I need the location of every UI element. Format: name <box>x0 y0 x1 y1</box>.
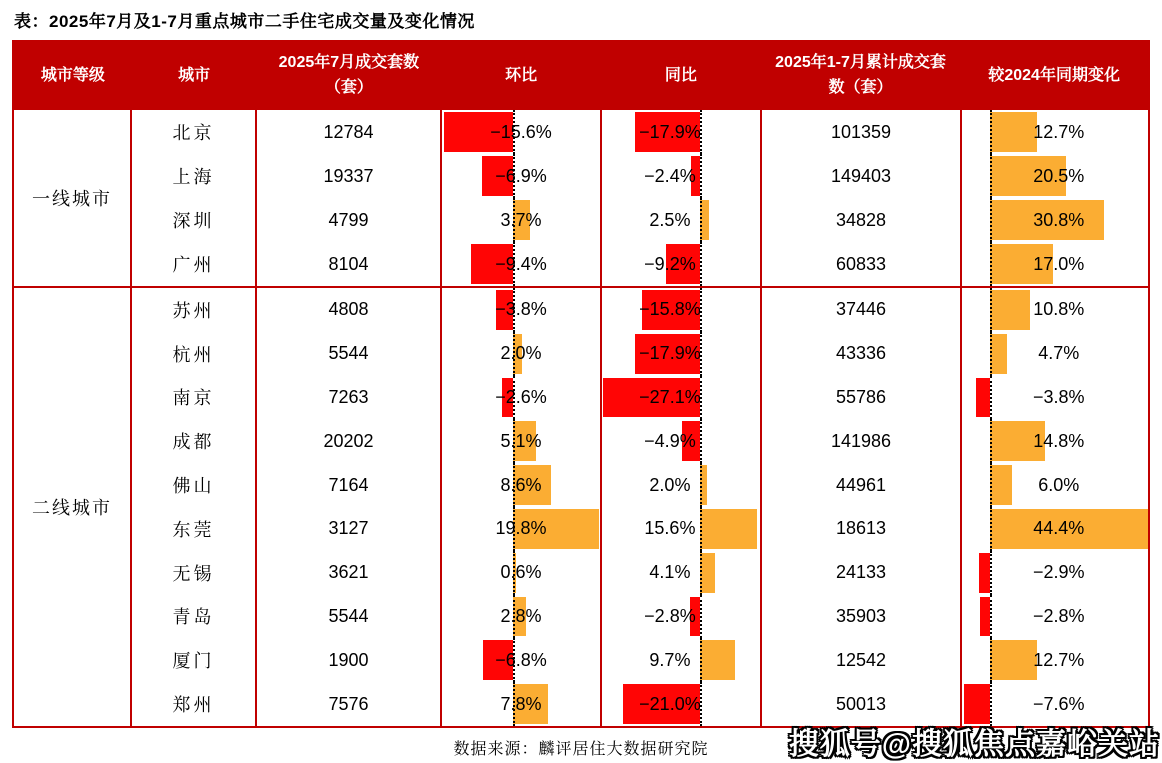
zero-axis-dotted-line <box>990 419 992 463</box>
mom-bar-cell <box>440 110 600 154</box>
zero-axis-dotted-line <box>700 154 702 198</box>
july-sales-cell: 4799 <box>255 198 440 242</box>
cumulative-sales-cell: 44961 <box>760 463 960 507</box>
table-body <box>14 110 1148 726</box>
positive-data-bar <box>990 112 1037 152</box>
bar-value-label: 19.8% <box>495 518 547 539</box>
cumulative-sales-cell: 12542 <box>760 638 960 682</box>
housing-data-table <box>12 40 1150 728</box>
header-vs-2024: 较2024年同期变化 <box>988 66 1120 84</box>
bar-value-label: 14.8% <box>1033 430 1085 451</box>
zero-axis-dotted-line <box>990 288 992 332</box>
yoy-bar-cell <box>600 376 760 420</box>
bar-value-label: −15.6% <box>490 121 552 142</box>
vs-2024-bar-cell <box>960 419 1148 463</box>
zero-axis-dotted-line <box>990 154 992 198</box>
cumulative-sales-cell: 101359 <box>760 110 960 154</box>
cumulative-sales-cell: 55786 <box>760 376 960 420</box>
table-row <box>130 376 1148 420</box>
table-row <box>130 242 1148 286</box>
zero-axis-dotted-line <box>700 551 702 595</box>
bar-value-label: 8.6% <box>500 474 542 495</box>
yoy-bar-cell <box>600 242 760 286</box>
bar-value-label: −6.8% <box>495 649 547 670</box>
july-sales-cell: 5544 <box>255 595 440 639</box>
bar-value-label: −27.1% <box>639 386 701 407</box>
negative-data-bar <box>980 597 990 637</box>
cumulative-sales-cell: 34828 <box>760 198 960 242</box>
mom-bar-cell <box>440 288 600 332</box>
yoy-bar-cell <box>600 595 760 639</box>
cumulative-sales-cell: 43336 <box>760 332 960 376</box>
cumulative-sales-cell: 50013 <box>760 682 960 726</box>
july-sales-cell: 1900 <box>255 638 440 682</box>
bar-value-label: 0.6% <box>500 562 542 583</box>
bar-value-label: −2.6% <box>495 386 547 407</box>
data-source-note: 数据来源：麟评居住大数据研究院 <box>453 741 709 758</box>
table-header-row <box>14 42 1148 110</box>
city-name-cell: 成都 <box>130 419 255 463</box>
zero-axis-dotted-line <box>700 463 702 507</box>
sohu-watermark: 搜狐号@搜狐焦点嘉峪关站 <box>788 728 1160 761</box>
city-name-cell: 上海 <box>130 154 255 198</box>
july-sales-cell: 19337 <box>255 154 440 198</box>
zero-axis-dotted-line <box>700 198 702 242</box>
july-sales-cell: 12784 <box>255 110 440 154</box>
vs-2024-bar-cell <box>960 110 1148 154</box>
table-row <box>130 198 1148 242</box>
header-july-sales: 2025年7月成交套数（套） <box>278 54 420 96</box>
bar-value-label: −21.0% <box>639 693 701 714</box>
table-title: 表：2025年7月及1-7月重点城市二手住宅成交量及变化情况 <box>14 12 475 31</box>
bar-value-label: −2.4% <box>644 165 696 186</box>
negative-data-bar <box>976 378 990 418</box>
negative-data-bar <box>979 553 990 593</box>
mom-bar-cell <box>440 332 600 376</box>
cumulative-sales-cell: 24133 <box>760 551 960 595</box>
july-sales-cell: 3621 <box>255 551 440 595</box>
city-name-cell: 南京 <box>130 376 255 420</box>
zero-axis-dotted-line <box>990 332 992 376</box>
tier-rows <box>130 288 1148 726</box>
bar-value-label: 2.5% <box>649 209 691 230</box>
vs-2024-bar-cell <box>960 154 1148 198</box>
july-sales-cell: 5544 <box>255 332 440 376</box>
vs-2024-bar-cell <box>960 376 1148 420</box>
negative-data-bar <box>964 684 990 724</box>
bar-value-label: −7.6% <box>1032 693 1085 714</box>
table-row <box>130 332 1148 376</box>
header-cumulative: 2025年1-7月累计成交套数（套） <box>775 54 946 96</box>
zero-axis-dotted-line <box>990 110 992 154</box>
yoy-bar-cell <box>600 419 760 463</box>
mom-bar-cell <box>440 419 600 463</box>
yoy-bar-cell <box>600 551 760 595</box>
bar-value-label: 2.8% <box>500 605 542 626</box>
yoy-bar-cell <box>600 507 760 551</box>
city-name-cell: 广州 <box>130 242 255 286</box>
vs-2024-bar-cell <box>960 288 1148 332</box>
bar-value-label: 12.7% <box>1033 121 1085 142</box>
bar-value-label: 6.0% <box>1038 474 1080 495</box>
city-name-cell: 杭州 <box>130 332 255 376</box>
tier-label: 二线城市 <box>32 498 112 518</box>
bar-value-label: 2.0% <box>649 474 691 495</box>
cumulative-sales-cell: 149403 <box>760 154 960 198</box>
vs-2024-bar-cell <box>960 595 1148 639</box>
bar-value-label: −3.8% <box>1032 386 1085 407</box>
table-row <box>130 463 1148 507</box>
zero-axis-dotted-line <box>700 419 702 463</box>
zero-axis-dotted-line <box>990 198 992 242</box>
tier-rows <box>130 110 1148 286</box>
bar-value-label: −17.9% <box>639 121 701 142</box>
positive-data-bar <box>990 465 1012 505</box>
bar-value-label: −3.8% <box>495 299 547 320</box>
header-mom: 环比 <box>505 66 538 84</box>
bar-value-label: 12.7% <box>1033 649 1085 670</box>
bar-value-label: −17.9% <box>639 343 701 364</box>
yoy-bar-cell <box>600 110 760 154</box>
yoy-bar-cell <box>600 154 760 198</box>
table-row <box>130 638 1148 682</box>
zero-axis-dotted-line <box>700 507 702 551</box>
zero-axis-dotted-line <box>990 463 992 507</box>
bar-value-label: 17.0% <box>1033 253 1085 274</box>
city-name-cell: 厦门 <box>130 638 255 682</box>
bar-value-label: −15.8% <box>639 299 701 320</box>
yoy-bar-cell <box>600 332 760 376</box>
positive-data-bar <box>990 290 1030 330</box>
yoy-bar-cell <box>600 198 760 242</box>
bar-value-label: −2.9% <box>1032 562 1085 583</box>
yoy-bar-cell <box>600 638 760 682</box>
july-sales-cell: 7576 <box>255 682 440 726</box>
header-yoy: 同比 <box>664 66 697 84</box>
mom-bar-cell <box>440 682 600 726</box>
cumulative-sales-cell: 141986 <box>760 419 960 463</box>
tier-label: 一线城市 <box>32 189 112 209</box>
cumulative-sales-cell: 37446 <box>760 288 960 332</box>
positive-data-bar <box>700 640 735 680</box>
bar-value-label: −2.8% <box>1032 605 1085 626</box>
city-name-cell: 无锡 <box>130 551 255 595</box>
mom-bar-cell <box>440 507 600 551</box>
zero-axis-dotted-line <box>990 638 992 682</box>
zero-axis-dotted-line <box>990 551 992 595</box>
vs-2024-bar-cell <box>960 242 1148 286</box>
july-sales-cell: 20202 <box>255 419 440 463</box>
mom-bar-cell <box>440 638 600 682</box>
positive-data-bar <box>700 553 715 593</box>
vs-2024-bar-cell <box>960 638 1148 682</box>
bar-value-label: 30.8% <box>1033 209 1085 230</box>
bar-value-label: 15.6% <box>644 518 696 539</box>
july-sales-cell: 7164 <box>255 463 440 507</box>
july-sales-cell: 4808 <box>255 288 440 332</box>
zero-axis-dotted-line <box>700 638 702 682</box>
table-row <box>130 154 1148 198</box>
city-name-cell: 深圳 <box>130 198 255 242</box>
zero-axis-dotted-line <box>990 507 992 551</box>
bar-value-label: 4.7% <box>1038 343 1080 364</box>
header-city-tier: 城市等级 <box>40 66 105 84</box>
vs-2024-bar-cell <box>960 332 1148 376</box>
july-sales-cell: 7263 <box>255 376 440 420</box>
mom-bar-cell <box>440 242 600 286</box>
bar-value-label: 20.5% <box>1033 165 1085 186</box>
bar-value-label: 4.1% <box>649 562 691 583</box>
mom-bar-cell <box>440 376 600 420</box>
positive-data-bar <box>700 509 757 549</box>
cumulative-sales-cell: 60833 <box>760 242 960 286</box>
vs-2024-bar-cell <box>960 507 1148 551</box>
bar-value-label: −9.4% <box>495 253 547 274</box>
july-sales-cell: 3127 <box>255 507 440 551</box>
mom-bar-cell <box>440 198 600 242</box>
positive-data-bar <box>990 640 1037 680</box>
yoy-bar-cell <box>600 463 760 507</box>
bar-value-label: 44.4% <box>1033 518 1085 539</box>
bar-value-label: 9.7% <box>649 649 691 670</box>
bar-value-label: −6.9% <box>495 165 547 186</box>
bar-value-label: −2.8% <box>644 605 696 626</box>
city-name-cell: 郑州 <box>130 682 255 726</box>
table-row <box>130 595 1148 639</box>
zero-axis-dotted-line <box>700 595 702 639</box>
zero-axis-dotted-line <box>990 242 992 286</box>
zero-axis-dotted-line <box>700 242 702 286</box>
cumulative-sales-cell: 18613 <box>760 507 960 551</box>
city-name-cell: 佛山 <box>130 463 255 507</box>
table-row <box>130 110 1148 154</box>
zero-axis-dotted-line <box>990 682 992 726</box>
table-row <box>130 507 1148 551</box>
city-name-cell: 青岛 <box>130 595 255 639</box>
city-name-cell: 北京 <box>130 110 255 154</box>
vs-2024-bar-cell <box>960 198 1148 242</box>
city-name-cell: 苏州 <box>130 288 255 332</box>
mom-bar-cell <box>440 595 600 639</box>
bar-value-label: 10.8% <box>1033 299 1085 320</box>
bar-value-label: −4.9% <box>644 430 696 451</box>
bar-value-label: 3.7% <box>500 209 542 230</box>
zero-axis-dotted-line <box>990 376 992 420</box>
vs-2024-bar-cell <box>960 463 1148 507</box>
header-city: 城市 <box>178 66 211 84</box>
table-row <box>130 288 1148 332</box>
vs-2024-bar-cell <box>960 551 1148 595</box>
tier-section <box>14 286 1148 726</box>
bar-value-label: 7.8% <box>500 693 542 714</box>
mom-bar-cell <box>440 551 600 595</box>
table-row <box>130 551 1148 595</box>
positive-data-bar <box>990 334 1007 374</box>
cumulative-sales-cell: 35903 <box>760 595 960 639</box>
mom-bar-cell <box>440 154 600 198</box>
zero-axis-dotted-line <box>990 595 992 639</box>
mom-bar-cell <box>440 463 600 507</box>
bar-value-label: 2.0% <box>500 343 542 364</box>
city-name-cell: 东莞 <box>130 507 255 551</box>
yoy-bar-cell <box>600 682 760 726</box>
table-row <box>130 419 1148 463</box>
tier-section <box>14 110 1148 286</box>
july-sales-cell: 8104 <box>255 242 440 286</box>
bar-value-label: 5.1% <box>500 430 542 451</box>
yoy-bar-cell <box>600 288 760 332</box>
bar-value-label: −9.2% <box>644 253 696 274</box>
